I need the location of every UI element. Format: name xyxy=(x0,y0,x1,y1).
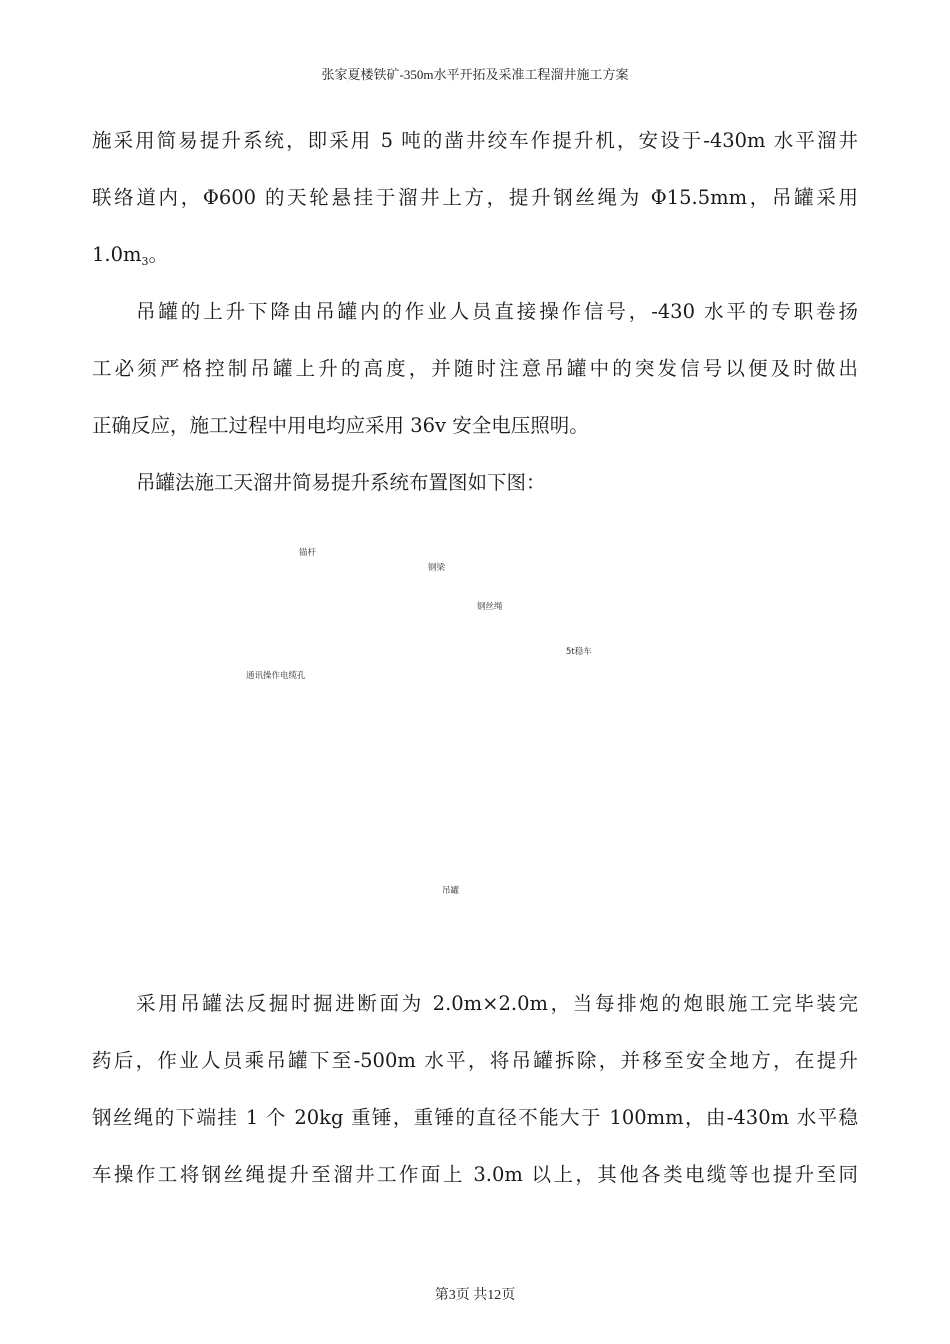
label-winch: 5t稳车 xyxy=(566,647,592,657)
paragraph-1 xyxy=(92,112,858,283)
paragraph-1-line-2: 联络道内，Φ600 的天轮悬挂于溜井上方，提升钢丝绳为 Φ15.5mm，吊罐采用 xyxy=(92,186,858,209)
page-header: 张家夏楼铁矿-350m水平开拓及采准工程溜井施工方案 xyxy=(321,67,629,82)
label-steel-beam: 钢梁 xyxy=(428,563,446,573)
paragraph-4-line-2: 药后，作业人员乘吊罐下至-500m 水平，将吊罐拆除，并移至安全地方，在提升 xyxy=(92,1049,858,1072)
paragraph-2-line-2: 工必须严格控制吊罐上升的高度，并随时注意吊罐中的突发信号以便及时做出 xyxy=(92,357,858,380)
paragraph-4-line-4: 车操作工将钢丝绳提升至溜井工作面上 3.0m 以上，其他各类电缆等也提升至同 xyxy=(92,1163,858,1186)
paragraph-3 xyxy=(92,454,858,511)
paragraph-2-line-1: 吊罐的上升下降由吊罐内的作业人员直接操作信号，-430 水平的专职卷扬 xyxy=(136,300,858,323)
page-footer: 第3页 共12页 xyxy=(434,1288,516,1303)
paragraph-1-line-1: 施采用简易提升系统，即采用 5 吨的凿井绞车作提升机，安设于-430m 水平溜井 xyxy=(92,129,858,152)
label-wire-rope: 钢丝绳 xyxy=(477,602,503,612)
paragraph-4 xyxy=(92,975,858,1203)
paragraph-4-line-1: 采用吊罐法反掘时掘进断面为 2.0m×2.0m，当每排炮的炮眼施工完毕装完 xyxy=(136,992,858,1015)
volume-exponent: 3 xyxy=(141,255,149,268)
paragraph-2-line-3: 正确反应，施工过程中用电均应采用 36v 安全电压照明。 xyxy=(92,414,589,437)
paragraph-1-line-3 xyxy=(92,226,858,283)
label-anchor-bolt: 锚杆 xyxy=(299,548,317,558)
label-cage: 吊罐 xyxy=(442,886,460,896)
paragraph-2 xyxy=(92,283,858,454)
paragraph-4-line-3: 钢丝绳的下端挂 1 个 20kg 重锤，重锤的直径不能大于 100mm，由-430m 水平稳 xyxy=(92,1106,858,1129)
paragraph-3-line-1: 吊罐法施工天溜井简易提升系统布置图如下图： xyxy=(136,471,546,494)
volume-value: 1.0m xyxy=(92,243,142,266)
period: 。 xyxy=(148,243,169,266)
label-cable-hole: 通讯操作电缆孔 xyxy=(246,671,306,681)
